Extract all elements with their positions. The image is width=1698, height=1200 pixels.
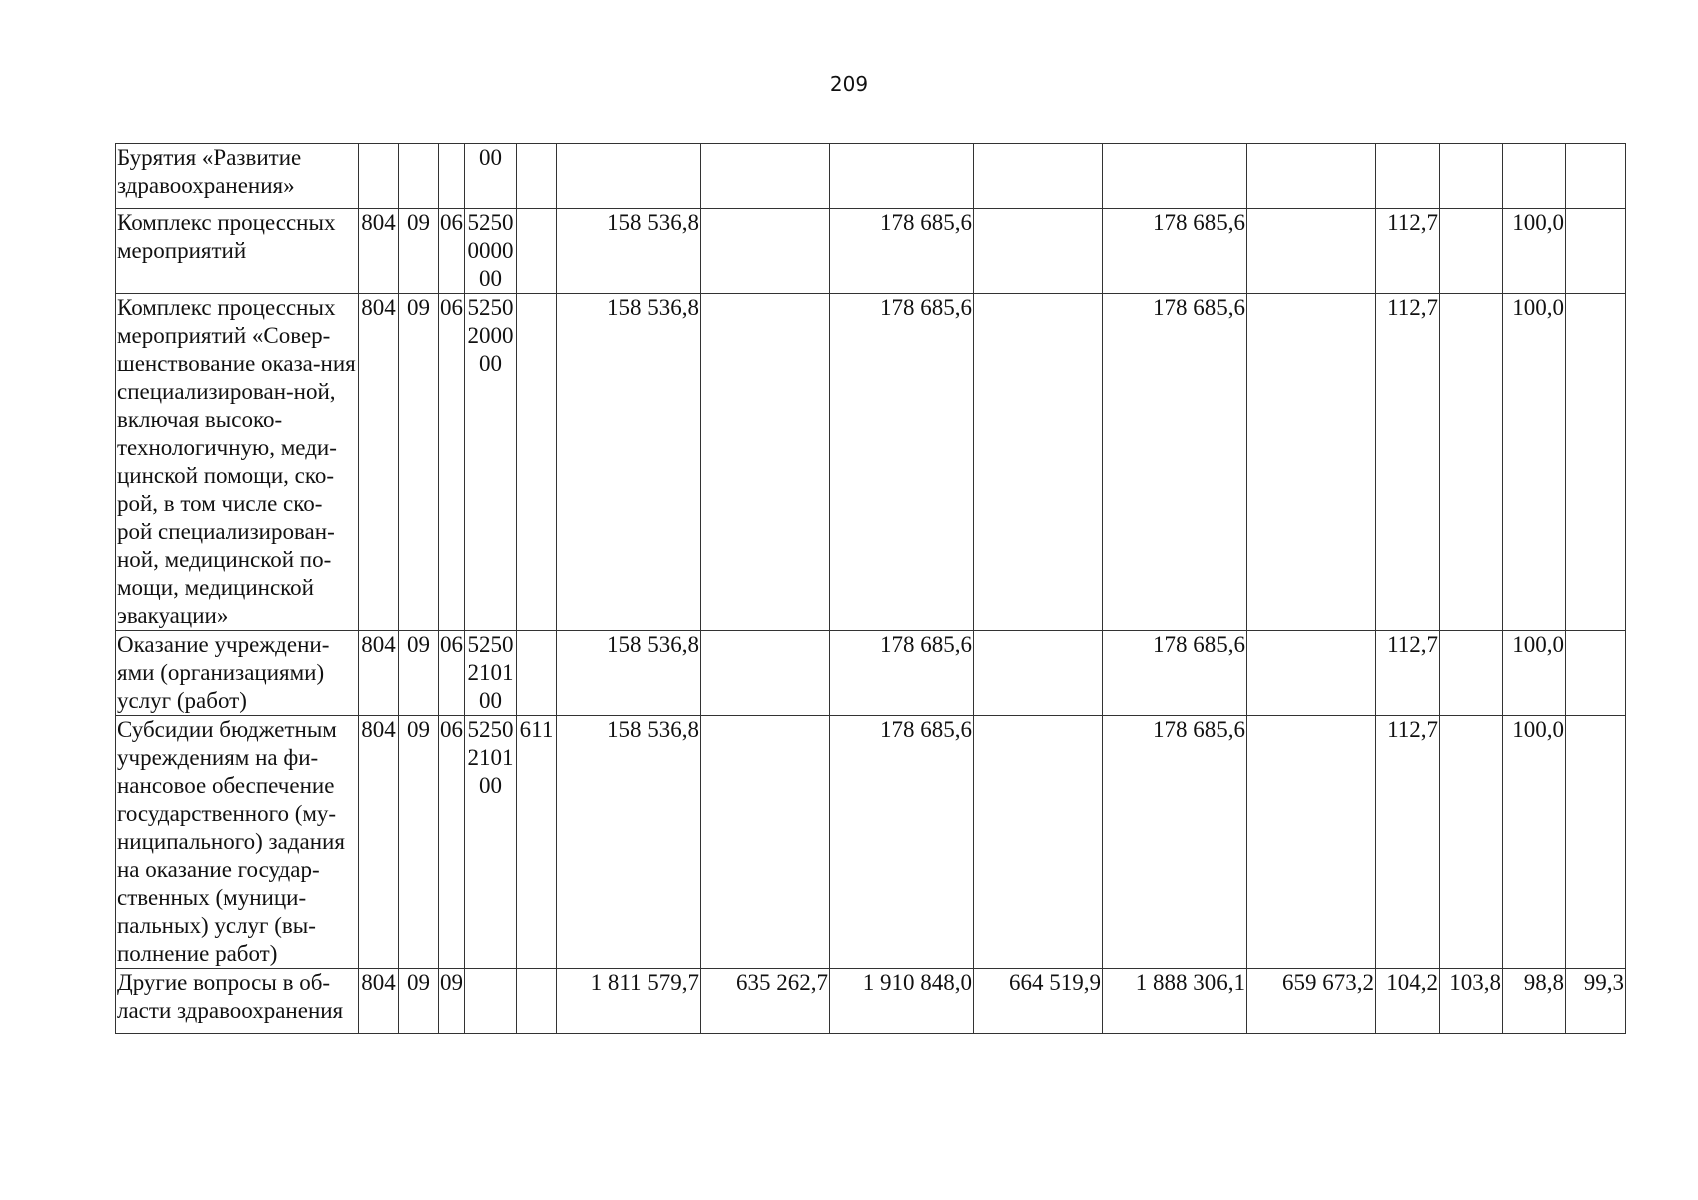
expense-type-code: 611 — [517, 716, 557, 969]
amount-5: 178 685,6 — [1103, 716, 1247, 969]
row-name: Субсидии бюджетным учреждениям на фи-нансовое обеспечение государственного (му-ниципального) задания на оказание государ-ственных (муници-пальных) услуг (вы-полнение работ) — [116, 716, 359, 969]
percent-2 — [1440, 209, 1503, 294]
expense-type-code — [517, 294, 557, 631]
row-name: Оказание учреждени-ями (организациями) услуг (работ) — [116, 631, 359, 716]
amount-3: 178 685,6 — [830, 716, 974, 969]
percent-2 — [1440, 631, 1503, 716]
target-article-code-part: 2101 — [467, 745, 514, 770]
target-article-code-part: 00 — [479, 688, 502, 713]
amount-5: 178 685,6 — [1103, 294, 1247, 631]
expense-type-code — [517, 631, 557, 716]
amount-5 — [1103, 144, 1247, 209]
amount-6 — [1247, 294, 1376, 631]
amount-2 — [701, 144, 830, 209]
target-article-code-part: 00 — [479, 266, 502, 291]
amount-4: 664 519,9 — [974, 969, 1103, 1034]
section-code: 09 — [399, 969, 439, 1034]
amount-6 — [1247, 716, 1376, 969]
table-row — [116, 209, 1626, 294]
target-article-code — [465, 209, 517, 294]
percent-2 — [1440, 144, 1503, 209]
section-code: 09 — [399, 716, 439, 969]
target-article-code-part: 5250 — [467, 295, 514, 320]
amount-4 — [974, 631, 1103, 716]
amount-4 — [974, 294, 1103, 631]
amount-3: 178 685,6 — [830, 209, 974, 294]
amount-5: 178 685,6 — [1103, 631, 1247, 716]
amount-2 — [701, 294, 830, 631]
target-article-code — [465, 294, 517, 631]
table-row — [116, 969, 1626, 1034]
percent-2 — [1440, 294, 1503, 631]
percent-2 — [1440, 716, 1503, 969]
subsection-code: 09 — [439, 969, 465, 1034]
amount-1: 158 536,8 — [557, 631, 701, 716]
percent-1: 104,2 — [1376, 969, 1440, 1034]
table-row — [116, 144, 1626, 209]
section-code: 09 — [399, 209, 439, 294]
percent-4: 99,3 — [1566, 969, 1626, 1034]
amount-6 — [1247, 631, 1376, 716]
amount-4 — [974, 209, 1103, 294]
amount-3: 178 685,6 — [830, 631, 974, 716]
section-code — [399, 144, 439, 209]
percent-1: 112,7 — [1376, 716, 1440, 969]
amount-2 — [701, 716, 830, 969]
amount-1: 158 536,8 — [557, 716, 701, 969]
percent-3: 100,0 — [1503, 716, 1566, 969]
table-row — [116, 294, 1626, 631]
subsection-code: 06 — [439, 631, 465, 716]
grbs-code — [359, 144, 399, 209]
expense-type-code — [517, 209, 557, 294]
expense-type-code — [517, 144, 557, 209]
subsection-code: 06 — [439, 209, 465, 294]
amount-4 — [974, 144, 1103, 209]
amount-4 — [974, 716, 1103, 969]
percent-3: 100,0 — [1503, 209, 1566, 294]
table-row — [116, 631, 1626, 716]
percent-2: 103,8 — [1440, 969, 1503, 1034]
amount-1 — [557, 144, 701, 209]
target-article-code-part: 00 — [479, 145, 502, 170]
grbs-code: 804 — [359, 716, 399, 969]
amount-2 — [701, 209, 830, 294]
budget-table — [115, 143, 1626, 1034]
target-article-code-part: 00 — [479, 351, 502, 376]
row-name: Комплекс процессных мероприятий — [116, 209, 359, 294]
target-article-code — [465, 144, 517, 209]
amount-6 — [1247, 209, 1376, 294]
percent-1: 112,7 — [1376, 631, 1440, 716]
percent-4 — [1566, 209, 1626, 294]
amount-1: 158 536,8 — [557, 209, 701, 294]
amount-5: 178 685,6 — [1103, 209, 1247, 294]
section-code: 09 — [399, 631, 439, 716]
amount-5: 1 888 306,1 — [1103, 969, 1247, 1034]
percent-4 — [1566, 144, 1626, 209]
target-article-code-part: 2000 — [467, 323, 514, 348]
percent-1 — [1376, 144, 1440, 209]
row-name: Бурятия «Развитие здравоохранения» — [116, 144, 359, 209]
subsection-code: 06 — [439, 716, 465, 969]
target-article-code — [465, 969, 517, 1034]
amount-1: 158 536,8 — [557, 294, 701, 631]
percent-3: 100,0 — [1503, 631, 1566, 716]
percent-4 — [1566, 294, 1626, 631]
expense-type-code — [517, 969, 557, 1034]
row-name: Другие вопросы в об-ласти здравоохранения — [116, 969, 359, 1034]
target-article-code — [465, 716, 517, 969]
target-article-code-part: 5250 — [467, 210, 514, 235]
section-code: 09 — [399, 294, 439, 631]
amount-6 — [1247, 144, 1376, 209]
percent-4 — [1566, 631, 1626, 716]
amount-1: 1 811 579,7 — [557, 969, 701, 1034]
amount-3: 1 910 848,0 — [830, 969, 974, 1034]
target-article-code-part: 5250 — [467, 717, 514, 742]
amount-2: 635 262,7 — [701, 969, 830, 1034]
row-name: Комплекс процессных мероприятий «Совер-шенствование оказа-ния специализирован-ной, включая высоко-технологичную, меди-цинской помощи, ско-рой, в том числе ско-рой специализирован-ной, медицинской по-мощи, медицинской эвакуации» — [116, 294, 359, 631]
amount-2 — [701, 631, 830, 716]
amount-6: 659 673,2 — [1247, 969, 1376, 1034]
page-number: 209 — [829, 72, 869, 96]
table-row — [116, 716, 1626, 969]
grbs-code: 804 — [359, 209, 399, 294]
target-article-code-part: 2101 — [467, 660, 514, 685]
percent-4 — [1566, 716, 1626, 969]
percent-1: 112,7 — [1376, 209, 1440, 294]
percent-3: 100,0 — [1503, 294, 1566, 631]
amount-3 — [830, 144, 974, 209]
target-article-code-part: 00 — [479, 773, 502, 798]
target-article-code — [465, 631, 517, 716]
percent-3: 98,8 — [1503, 969, 1566, 1034]
grbs-code: 804 — [359, 294, 399, 631]
subsection-code — [439, 144, 465, 209]
percent-3 — [1503, 144, 1566, 209]
grbs-code: 804 — [359, 631, 399, 716]
target-article-code-part: 5250 — [467, 632, 514, 657]
grbs-code: 804 — [359, 969, 399, 1034]
subsection-code: 06 — [439, 294, 465, 631]
percent-1: 112,7 — [1376, 294, 1440, 631]
target-article-code-part: 0000 — [467, 238, 514, 263]
amount-3: 178 685,6 — [830, 294, 974, 631]
